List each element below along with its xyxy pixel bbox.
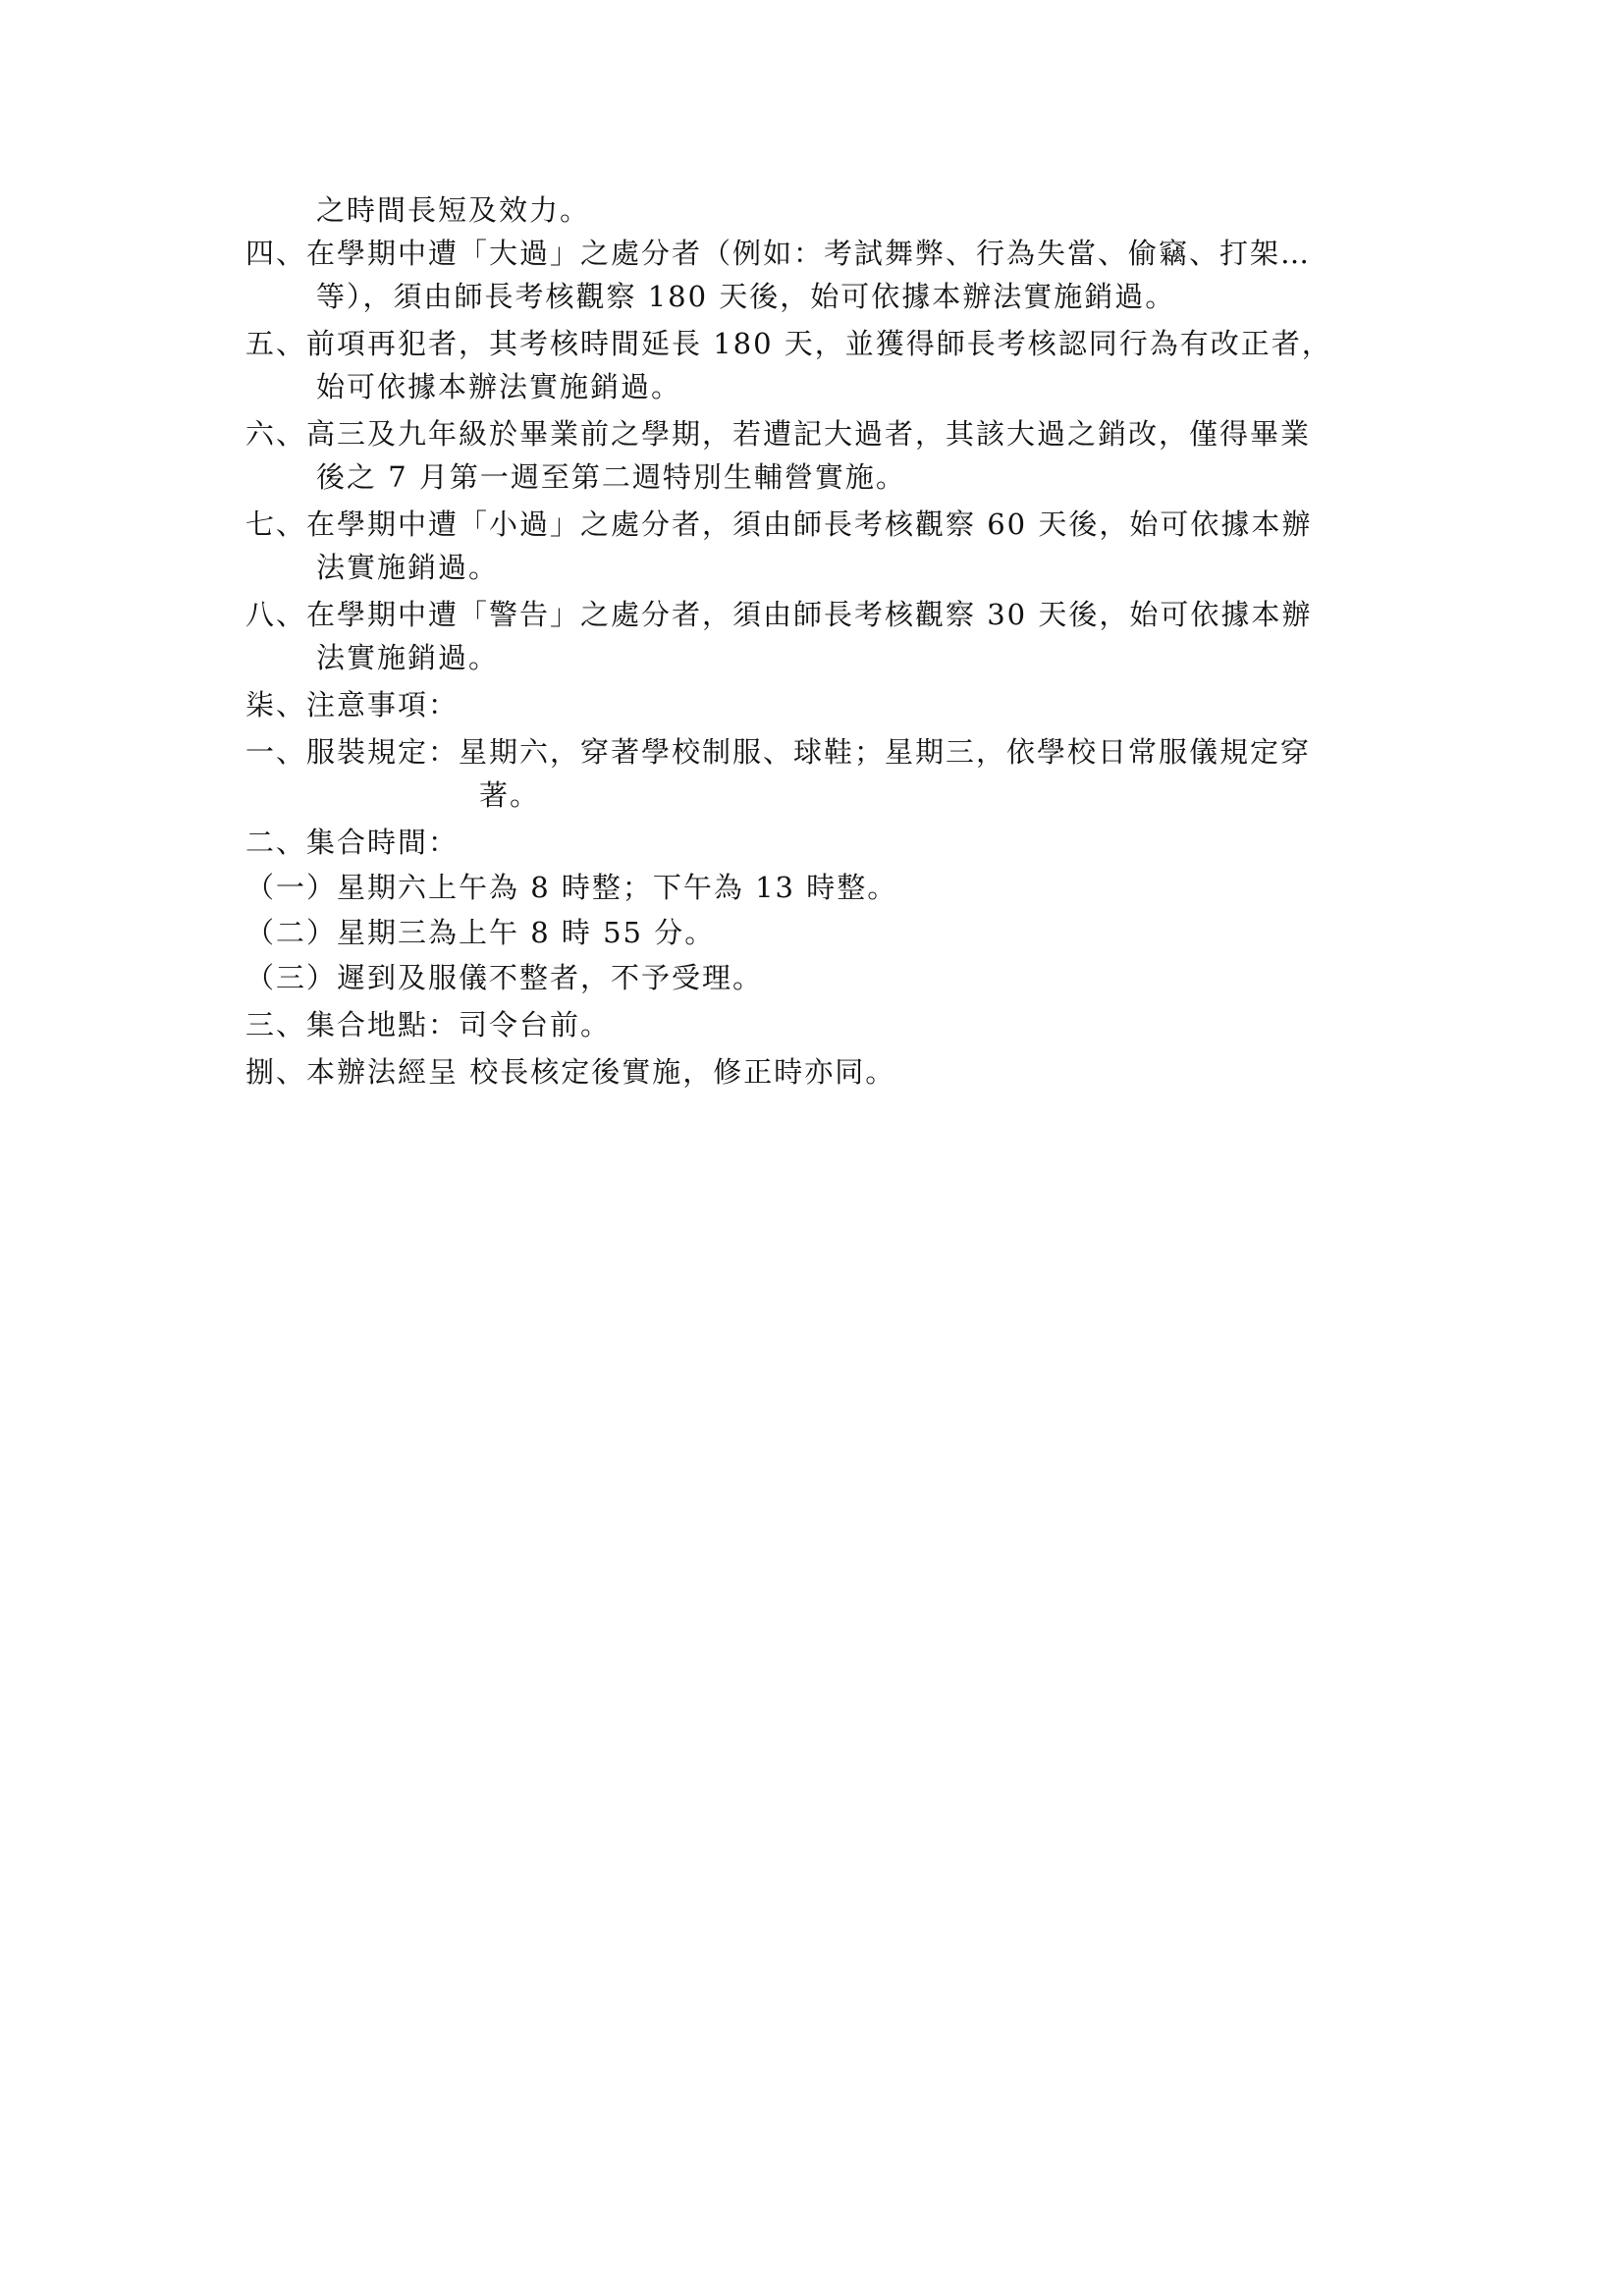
dress-code-line1: 一、服裝規定：星期六，穿著學校制服、球鞋；星期三，依學校日常服儀規定穿 bbox=[245, 735, 1312, 769]
item-six-line1: 六、高三及九年級於畢業前之學期，若遭記大過者，其該大過之銷改，僅得畢業 bbox=[245, 417, 1312, 451]
dress-code-line2: 著。 bbox=[479, 778, 541, 812]
item-eight-line1: 八、在學期中遭「警告」之處分者，須由師長考核觀察 30 天後，始可依據本辦 bbox=[245, 598, 1313, 631]
section-seven-heading: 柒、注意事項： bbox=[245, 688, 460, 721]
item-seven-line2: 法實施銷過。 bbox=[316, 551, 500, 584]
assembly-time-wednesday: （二）星期三為上午 8 時 55 分。 bbox=[245, 916, 716, 949]
item-five-line2: 始可依據本辦法實施銷過。 bbox=[316, 370, 682, 403]
assembly-time-late-rule: （三）遲到及服儀不整者，不予受理。 bbox=[245, 961, 764, 994]
item-four-line1: 四、在學期中遭「大過」之處分者（例如：考試舞弊、行為失當、偷竊、打架… bbox=[245, 237, 1312, 270]
item-eight-line2: 法實施銷過。 bbox=[316, 641, 500, 674]
assembly-location: 三、集合地點：司令台前。 bbox=[245, 1008, 612, 1041]
item-six-line2: 後之 7 月第一週至第二週特別生輔營實施。 bbox=[316, 460, 906, 494]
assembly-time-saturday: （一）星期六上午為 8 時整；下午為 13 時整。 bbox=[245, 871, 898, 904]
text-line-continuation: 之時間長短及效力。 bbox=[316, 193, 591, 227]
item-five-line1: 五、前項再犯者，其考核時間延長 180 天，並獲得師長考核認同行為有改正者， bbox=[245, 327, 1332, 360]
item-seven-line1: 七、在學期中遭「小過」之處分者，須由師長考核觀察 60 天後，始可依據本辦 bbox=[245, 507, 1313, 541]
section-eight-approval: 捌、本辦法經呈 校長核定後實施，修正時亦同。 bbox=[245, 1055, 896, 1089]
item-four-line2: 等），須由師長考核觀察 180 天後，始可依據本辦法實施銷過。 bbox=[316, 280, 1176, 313]
assembly-time-heading: 二、集合時間： bbox=[245, 826, 460, 859]
